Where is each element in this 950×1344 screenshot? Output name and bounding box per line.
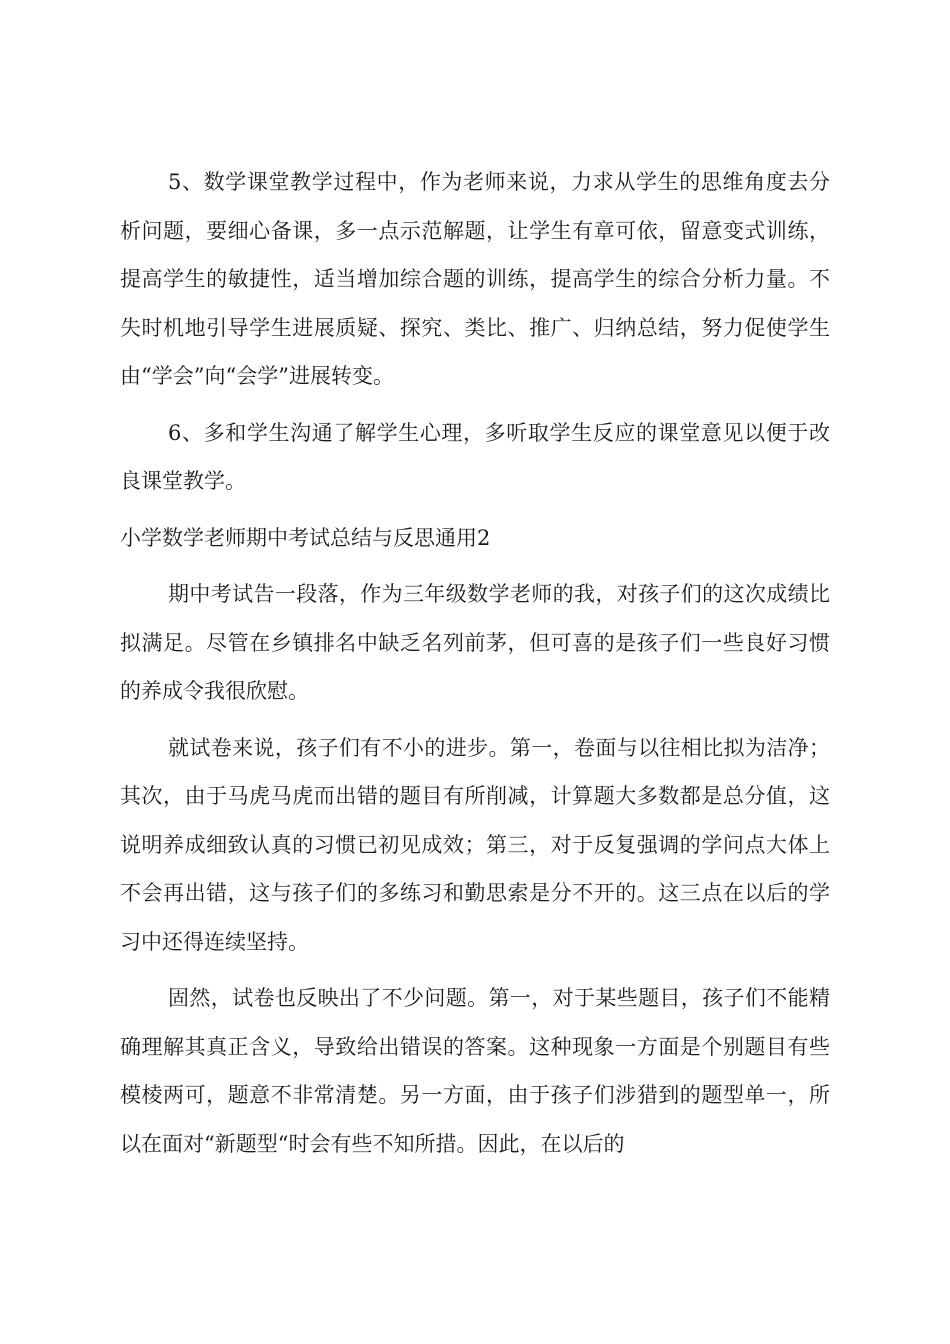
paragraph-intro: 期中考试告一段落，作为三年级数学老师的我，对孩子们的这次成绩比拟满足。尽管在乡镇排名中缺乏名列前茅，但可喜的是孩子们一些良好习惯的养成令我很欣慰。 xyxy=(120,582,830,703)
paragraph-progress: 就试卷来说，孩子们有不小的进步。第一，卷面与以往相比拟为洁净；其次，由于马虎马虎而出错的题目有所削减，计算题大多数都是总分值，这说明养成细致认真的习惯已初见成效；第三，对于反复强调的学问点大体上不会再出错，这与孩子们的多练习和勤思索是分不开的。这三点在以后的学习中还得连续坚持。 xyxy=(120,735,830,954)
paragraph-6: 6、多和学生沟通了解学生心理，多听取学生反应的课堂意见以便于改良课堂教学。 xyxy=(120,420,830,493)
document-body xyxy=(120,158,830,1176)
paragraph-problems: 固然，试卷也反映出了不少问题。第一，对于某些题目，孩子们不能精确理解其真正含义，导致给出错误的答案。这种现象一方面是个别题目有些模棱两可，题意不非常清楚。另一方面，由于孩子们涉猎到的题型单一，所以在面对“新题型“时会有些不知所措。因此，在以后的 xyxy=(120,986,830,1156)
paragraph-5: 5、数学课堂教学过程中，作为老师来说，力求从学生的思维角度去分析问题，要细心备课，多一点示范解题，让学生有章可依，留意变式训练，提高学生的敏捷性，适当增加综合题的训练，提高学生的综合分析力量。不失时机地引导学生进展质疑、探究、类比、推广、归纳总结，努力促使学生由“学会”向“会学”进展转变。 xyxy=(120,170,830,388)
section-heading: 小学数学老师期中考试总结与反思通用2 xyxy=(120,525,491,550)
